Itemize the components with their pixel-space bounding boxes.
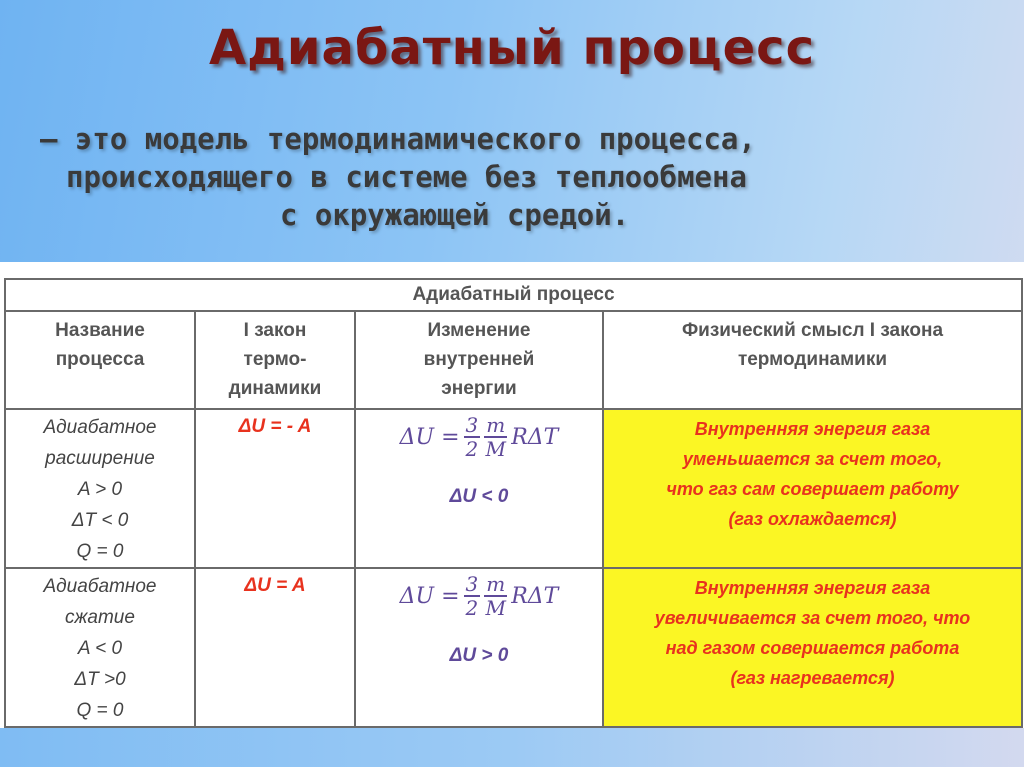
fraction-denominator: M [485, 596, 506, 620]
first-law-cell: ΔU = - A [195, 409, 355, 568]
adiabatic-process-table [4, 278, 1023, 728]
formula-rhs: RΔT [511, 583, 559, 609]
meaning-line: (газ нагревается) [730, 668, 895, 688]
process-line: Q = 0 [76, 541, 124, 562]
energy-change-cell [355, 568, 603, 727]
meaning-line: (газ охлаждается) [728, 509, 897, 529]
process-name-cell [5, 409, 195, 568]
energy-formula [400, 414, 559, 460]
meaning-line: увеличивается за счет того, что [654, 608, 971, 628]
header-process-name [5, 311, 195, 409]
process-line: A > 0 [77, 479, 123, 500]
definition-line: с окружающей средой. [280, 198, 630, 232]
slide-title: Адиабатный процесс [208, 20, 816, 76]
meaning-line: Внутренняя энергия газа [694, 578, 931, 598]
formula-rhs: RΔT [511, 424, 559, 450]
energy-sign: ΔU < 0 [449, 486, 509, 507]
process-line: Адиабатное [43, 576, 157, 597]
header-line: Изменение [427, 320, 531, 341]
header-line: термодинамики [737, 349, 888, 370]
meaning-line: Внутренняя энергия газа [694, 419, 931, 439]
process-line: ΔT < 0 [71, 510, 129, 531]
process-line: сжатие [65, 607, 135, 628]
header-energy-change [355, 311, 603, 409]
fraction-denominator: 2 [465, 437, 479, 461]
header-line: Название [55, 320, 145, 341]
fraction-numerator: 3 [465, 572, 479, 596]
meaning-line: что газ сам совершает работу [666, 479, 959, 499]
process-name-cell [5, 568, 195, 727]
meaning-line: над газом совершается работа [665, 638, 960, 658]
definition-text [40, 120, 970, 234]
energy-formula [400, 573, 559, 619]
fraction [484, 414, 507, 460]
header-line: Физический смысл I закона [681, 320, 944, 341]
fraction [464, 573, 481, 619]
first-law-cell: ΔU = A [195, 568, 355, 727]
header-line: термо- [243, 349, 307, 370]
header-line: I закон [243, 320, 307, 341]
table-row-compression [5, 568, 1022, 727]
bottom-strip [0, 728, 1024, 767]
definition-line: происходящего в системе без теплообмена [66, 160, 747, 194]
formula-lhs: ΔU = [399, 424, 460, 450]
fraction-numerator: m [486, 413, 506, 437]
header-line: энергии [441, 378, 517, 399]
process-line: расширение [45, 448, 155, 469]
physical-meaning-cell [603, 568, 1022, 727]
header-line: внутренней [423, 349, 535, 370]
process-line: Адиабатное [43, 417, 157, 438]
fraction [484, 573, 507, 619]
definition-line: – это модель термодинамического процесса, [40, 122, 756, 156]
fraction-denominator: 2 [465, 596, 479, 620]
meaning-line: уменьшается за счет того, [682, 449, 943, 469]
formula-lhs: ΔU = [399, 583, 460, 609]
fraction-denominator: M [485, 437, 506, 461]
process-line: ΔT >0 [74, 669, 126, 690]
energy-change-cell [355, 409, 603, 568]
process-line: A < 0 [77, 638, 123, 659]
header-first-law [195, 311, 355, 409]
energy-sign: ΔU > 0 [449, 645, 509, 666]
fraction [464, 414, 481, 460]
fraction-numerator: m [486, 572, 506, 596]
header-physical-meaning [603, 311, 1022, 409]
header-line: процесса [55, 349, 145, 370]
process-line: Q = 0 [76, 700, 124, 721]
table-row-expansion [5, 409, 1022, 568]
header-line: динамики [228, 378, 322, 399]
physical-meaning-cell [603, 409, 1022, 568]
table-caption: Адиабатный процесс [5, 279, 1022, 311]
fraction-numerator: 3 [465, 413, 479, 437]
